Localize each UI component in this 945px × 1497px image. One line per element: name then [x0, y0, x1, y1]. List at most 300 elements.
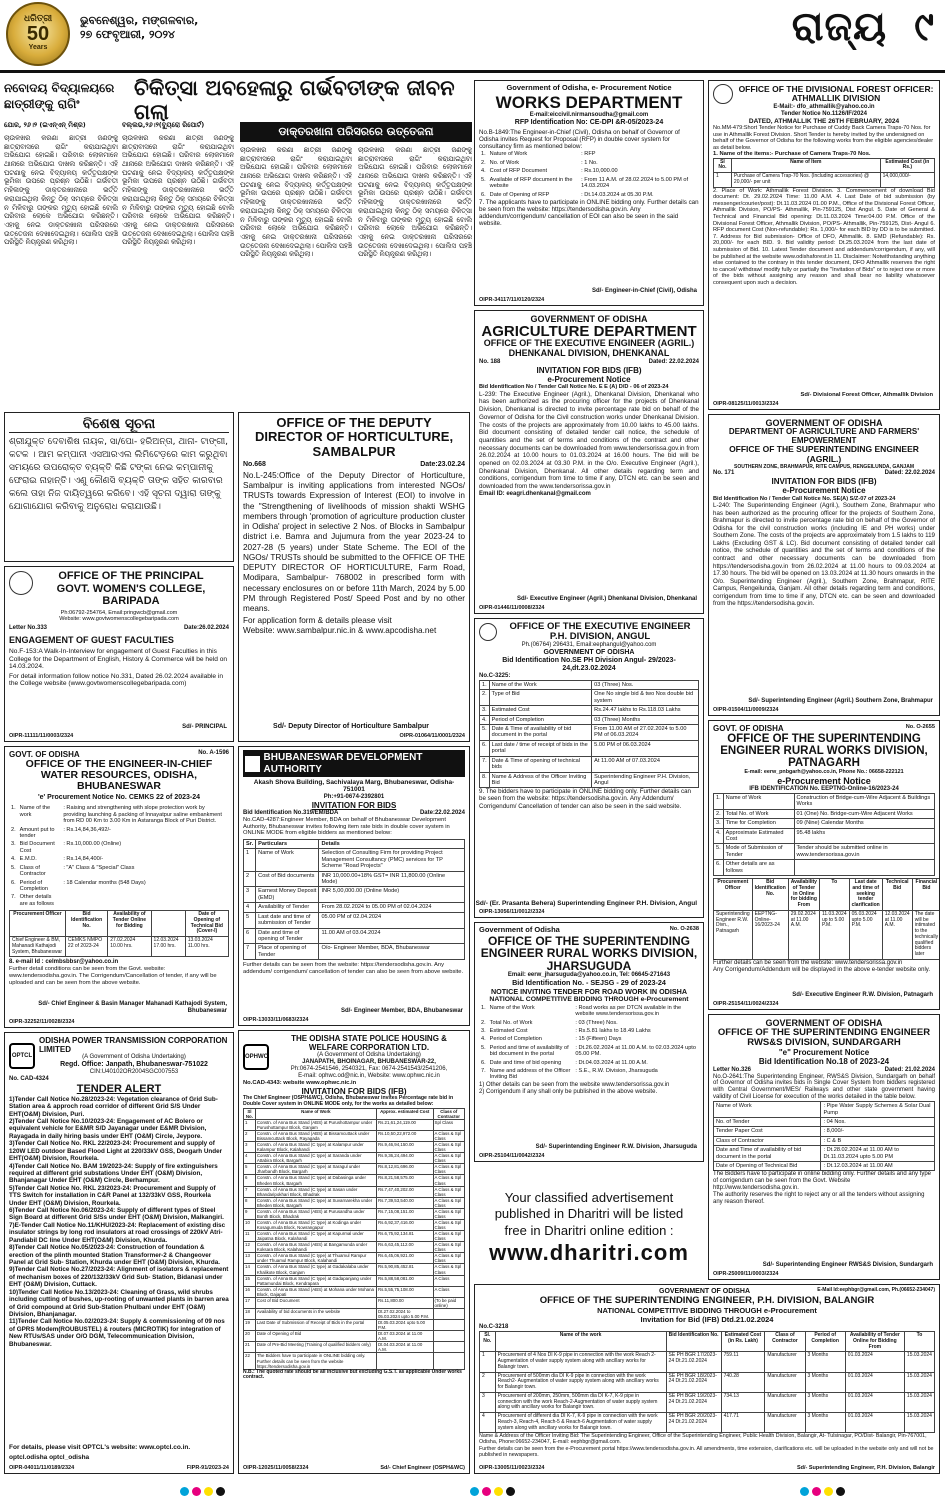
- rwss-row-cell: Class of Contractor: [714, 1136, 821, 1145]
- osphwc-row-cell: Constn. of Anna Bus Stand (C type) at Suvarnarekha under Bheden Block, Bargarh: [255, 1197, 376, 1208]
- rwp-row-cell: 6.: [714, 860, 724, 876]
- osphwc-row-cell: Rs.6,92,37,416.00: [376, 1219, 433, 1230]
- rwp-row-cell: Name of Work: [723, 793, 794, 809]
- agri-b-addr: SOUTHERN ZONE, BRAHMAPUR, RITE CAMPUS, RENGEILUNDA, GANJAM: [733, 463, 914, 470]
- rw-jharsuguda-notice: [474, 922, 704, 1162]
- bda-row: [244, 871, 465, 887]
- bal-row-cell: 734.13: [721, 1392, 765, 1412]
- osphwc-row-cell: Rs.6,75,92,134.81: [376, 1231, 433, 1242]
- wr-row-cell: : Rs.14,84,400/-: [63, 856, 104, 863]
- works-foot: 7. The applicants have to participate in ONLINE bidding only. Further details can be seen from the website: https://tendersodisha.gov.in. Any addendum/corrigendum/ cancellation of EOI can also be seen in the said website.: [479, 199, 699, 228]
- college-contact: Ph:06792-254764, Email:pringwcb@gmail.com: [60, 609, 178, 616]
- osphwc-row-cell: Rs.7,39,53,540.00: [376, 1197, 433, 1208]
- osphwc-row-cell: Constn. of Anna Bus Stand (ABS) at Bangamunda under Koksara Block, Kalahandi: [255, 1242, 376, 1253]
- works-row-cell: Cost of RFP Document: [489, 168, 548, 175]
- works-oipr: OIPR-34117/11/0120/2324: [479, 296, 545, 303]
- works-gov: Government of Odisha, e- Procurement Notice: [506, 83, 672, 92]
- osphwc-oipr: OIPR-12025/11/0058/2324: [243, 1464, 309, 1471]
- bal-row-cell: 740.28: [721, 1372, 765, 1392]
- college-date: Date:26.02.2024: [183, 624, 229, 631]
- osphwc-row-cell: The Bidders have to participate in ONLINE bidding only. Further details can be seen from the website https://tendersodisha.gov.in: [255, 1353, 376, 1369]
- rwj-row-cell: : 03 (Three) Nos.: [575, 1019, 618, 1026]
- rwp-row-cell: Mode of Submission of Tender: [723, 844, 794, 860]
- angul-row-cell: Last date / time of receipt of bids in the portal: [489, 740, 592, 756]
- rwss-row-cell: No. of Tender: [714, 1117, 821, 1126]
- wr-row-cell: Amount put to tender: [19, 826, 55, 839]
- wr-row: [9, 840, 229, 855]
- wr-row: [9, 864, 229, 879]
- angul-gov: GOVERNMENT OF ODISHA: [543, 648, 635, 656]
- wr-row-cell: 4.: [11, 856, 16, 863]
- rwp-sub-cell: Superintending Engineer R.W. Divn., Patnagarh: [714, 910, 753, 959]
- bda-row-cell: Selection of Consulting Firm for providing Project Management Consultancy (PMC) services for TP Scheme "Road Projects": [319, 849, 465, 871]
- college-detail: For detail information follow notice No.331, Dated 26.02.2024 available in the College website (www.govtwomenscollegebaripada.com): [9, 672, 224, 688]
- osphwc-intro: The Chief Engineer (OSPH&WC), Odisha, Bhubaneswar invites Percentage rate bid in Double Cover system in ONLINE MODE only, for the works as detailed below:: [243, 1094, 454, 1107]
- rwss-title: OFFICE OF THE SUPERINTENDING ENGINEER RWS&S DIVISION, SUNDARGARH: [717, 1027, 931, 1049]
- rwj-row-cell: 3.: [481, 1027, 486, 1034]
- osphwc-row-cell: Date of Pre-Bid Meeting (Training of qualified bidders only): [255, 1342, 376, 1353]
- rwj-row-cell: : S.E., R.W. Division, Jharsuguda: [575, 1068, 658, 1075]
- rwj-sub: NATIONAL COMPETITIVE BIDDING THROUGH e-Procurement: [489, 995, 689, 1003]
- college-letter-no: Letter No.333: [9, 624, 48, 631]
- bda-row-cell: 11.00 AM of 03.04.2024: [319, 928, 465, 944]
- registration-dot: [470, 1487, 479, 1496]
- wr-sub-cell: CEMKS NMPO 22 of 2023-24: [65, 937, 107, 957]
- works-row-cell: : 1 No.: [581, 159, 598, 166]
- optcl-foot: For details, please visit OPTCL's website: www.optcl.co.in.: [9, 1443, 191, 1451]
- rwj-gov: Government of Odisha: [479, 925, 560, 934]
- rwss-row-cell: : Pipe Water Supply Schemes & Solar Dual Pump: [821, 1102, 935, 1118]
- rwss-row-cell: : Dt.12.03.2024 at 11.00 AM: [821, 1162, 935, 1171]
- osphwc-row-cell: A Class & Spl Class: [433, 1130, 464, 1141]
- bda-row: [244, 928, 465, 944]
- bda-row-cell: Availability of Tender: [256, 903, 319, 912]
- osphwc-row-cell: Constn. of Anna Bus Stand (ABS) at Bissamcuttack under Bissamcuttack Block, Rayagada: [255, 1130, 376, 1141]
- bal-row-cell: Manufacturer: [765, 1352, 805, 1372]
- bal-row-cell: SE PH BGR 19/2023-24 Dt.21.02.2024: [666, 1392, 721, 1412]
- osphwc-table: [243, 1108, 465, 1370]
- angul-row-cell: 8.: [480, 772, 490, 788]
- optcl-tender-item: 6)Tender Call Notice No.06/2023-24: Supply of different types of Steel Sign Board at different Grid S/Ss under EHT (O&M) Division, Malkangiri.: [9, 1207, 224, 1222]
- forest-notice-no: Tender Notice No.1126/IF/2024: [781, 110, 867, 117]
- bal-row: [480, 1352, 935, 1372]
- wr-sign: Sd/- Chief Engineer & Basin Manager Mahanadi Kathajodi System, Bhubaneswar: [38, 1001, 227, 1015]
- osphwc-row-cell: Rs.8,12,81,696.00: [376, 1164, 433, 1175]
- bda-sign: Sd/- Engineer Member, BDA, Bhubaneswar: [340, 1008, 463, 1015]
- osphwc-notice: [238, 1030, 470, 1474]
- registration-dot: [506, 1487, 515, 1496]
- bda-row-cell: 05.00 PM of 02.04.2024: [319, 912, 465, 928]
- agri-d-gov: GOVERNMENT OF ODISHA: [530, 314, 648, 324]
- agri-d-no: No. 188: [479, 359, 501, 366]
- angul-row: [480, 724, 699, 740]
- osphwc-row-cell: A Class & Spl Class: [433, 1231, 464, 1242]
- osphwc-row-cell: Rs.8,21,58,575.00: [376, 1175, 433, 1186]
- bal-row-cell: 01.03.2024: [845, 1392, 904, 1412]
- osphwc-row-cell: 17: [244, 1297, 256, 1308]
- rwj-heading: NOTICE INVITING TENDER FOR ROAD WORK IN ODISHA: [490, 986, 688, 996]
- angul-row-cell: 5.: [480, 724, 490, 740]
- osphwc-row-cell: Dt.07.03.2024 at 11.00 A.M.: [376, 1331, 433, 1342]
- rwss-row: [714, 1127, 935, 1136]
- osphwc-row-cell: Availability of bid documents in the website: [255, 1308, 376, 1319]
- osphwc-row: [244, 1153, 465, 1164]
- agri-b-office: OFFICE OF THE SUPERINTENDING ENGINEER (AGRIL.): [729, 444, 919, 464]
- rwj-row-cell: 2.: [481, 1019, 486, 1026]
- bal-row-cell: Procurement of different dia DI K-7, K-9 pipe in connection with the work Reach-3, Reach-4, Reach-5 & Reach-6 Augmentation of water supply system along with ancillary works for Balangir town.: [495, 1413, 666, 1433]
- rwp-row-cell: Total No. of Work: [723, 809, 794, 818]
- wr-row-cell: : Raising and strengthening with slope protection work by providing launching & packing of Innayatpur saline embankment from RD 00 Km to 3.00 Km in Astaranga Block of Puri District.: [63, 805, 222, 825]
- osphwc-row-cell: Rs.7,15,08,151.00: [376, 1208, 433, 1219]
- bal-header: Bid Identification No.: [666, 1332, 721, 1352]
- bal-row-cell: 759.11: [721, 1352, 765, 1372]
- rwj-row-cell: Total No. of Work: [489, 1019, 533, 1026]
- bda-date: Date:22.02.2024: [419, 810, 465, 817]
- osphwc-row-cell: A Class & Spl Class: [433, 1208, 464, 1219]
- wr-row-cell: 2.: [11, 826, 16, 833]
- college-title1: OFFICE OF THE PRINCIPAL: [58, 570, 204, 582]
- optcl-title: ODISHA POWER TRANSMISSION CORPORATION LIMITED: [39, 1036, 228, 1055]
- bal-row-cell: 15.03.2024: [904, 1352, 934, 1372]
- registration-dot: [482, 1487, 491, 1496]
- osphwc-row-cell: Constn. of Anna Bus Stand (C type) at Saragul under Jharbandh Block, Bargarh: [255, 1164, 376, 1175]
- wr-gov: GOVT. OF ODISHA: [9, 750, 80, 759]
- forest-intro: No.MM-479:Short Tender Notice for Purchase of Cuddy Back Camera Traps-70 Nos. for use in Athmallik Forest Division. Short Tender is hereby invited by the undersigned on behalf of the Governor of Odisha for the following works from the eligible agencies/dealer as detail below.: [713, 125, 934, 151]
- rwss-sundargarh-notice: [708, 1014, 940, 1280]
- osphwc-row-cell: 8: [244, 1197, 256, 1208]
- bda-row: [244, 839, 465, 848]
- osphwc-row-cell: Rs.5,55,75,108.00: [376, 1286, 433, 1297]
- rwss-row-cell: Date of Opening of Technical Bid: [714, 1162, 821, 1171]
- wr-row-cell: E.M.D.: [19, 856, 37, 863]
- rwj-row: [479, 1004, 699, 1019]
- rwss-row-cell: : 8,000/-: [821, 1127, 935, 1136]
- angul-no: No.C-3225:: [479, 672, 511, 679]
- rwss-row-cell: Tender Paper Cost: [714, 1127, 821, 1136]
- osphwc-row: [244, 1253, 465, 1264]
- agri-d-sign: Sd/- Executive Engineer (Agril.) Dhenkanal Division, Dhenkanal: [516, 596, 697, 603]
- rwj-row-cell: 5.: [481, 1044, 486, 1051]
- bda-row-cell: 2: [244, 871, 256, 887]
- bal-foot2: Further details can be seen from the e-Procurement portal https://www.tendersodisha.gov.in. All amendments, time extension, clarifications etc. will be uploaded in the website only and will not be published in newspapers.: [479, 1445, 934, 1458]
- registration-dot: [800, 1487, 809, 1496]
- osphwc-row-cell: 14: [244, 1264, 256, 1275]
- osphwc-header: Approx. estimated Cost: [376, 1108, 433, 1119]
- rwj-row: [479, 1027, 699, 1035]
- angul-row-cell: Type of Bid: [489, 690, 592, 706]
- osphwc-row-cell: 16: [244, 1286, 256, 1297]
- osphwc-row-cell: A Class: [433, 1286, 464, 1297]
- bal-contact: E-Mail Id:eephbgr@gmail.com, Ph.(06652-234047): [817, 1287, 935, 1293]
- osphwc-row-cell: A Class & Spl Class: [433, 1253, 464, 1264]
- osphwc-row-cell: Constn. of Anna Bus Stand (C type) at Saranda under Attabira Block, Bargarh: [255, 1153, 376, 1164]
- college-website: Website: www.govtwomenscollegebaripada.com: [59, 616, 179, 623]
- angul-row-cell: Date & Time of opening of technical bids: [489, 756, 592, 772]
- works-row: [479, 191, 699, 199]
- rwp-row: [714, 809, 935, 818]
- news-story: [4, 76, 472, 408]
- college-title2: GOVT. WOMEN'S COLLEGE, BARIPADA: [56, 582, 206, 608]
- rwss-row: [714, 1146, 935, 1162]
- rwp-row-cell: 01 (One) No. Bridge-cum-Wire Adjacent Works: [794, 809, 934, 818]
- bda-body: No.CAD-4287:Engineer Member, BDA on behalf of Bhubaneswar Development Authority, Bhubaneswar invites following item rate bids in double cover system in ONLINE MODE from eligible bidders as mentioned below:: [243, 816, 450, 837]
- osphwc-row: [244, 1308, 465, 1319]
- bal-row-cell: 01.03.2024: [845, 1413, 904, 1433]
- news-body-col2: ଚାଉଳଖର କରଣା ଛାତ୍ରୀ ଜଣଙ୍କୁ ଛାତ୍ରାବାସରେ ରାଗିଂ କରାଯାଇଥିବା ଅଭିଯୋଗ ହୋଇଛି। ପରିବାର ଲୋକମାନେ ଥାନାରେ ଅଭିଯୋଗ ଦାଖଲ କରିଛନ୍ତି। ଏହି ଘଟଣାକୁ ନେଇ ବିଦ୍ୟାଳୟ କର୍ତ୍ତୃପକ୍ଷଙ୍କ ଭୂମିକା ଉପରେ ପ୍ରଶ୍ନ ଉଠିଛି। ଗର୍ଭବତୀ ମହିଳାଙ୍କୁ ଡାକ୍ତରଖାନାରେ ଭର୍ତ୍ତି କରାଯାଇଥିଲା କିନ୍ତୁ ଠିକ୍ ସମୟରେ ଚିକିତ୍ସା ନ ମିଳିବାରୁ ତାଙ୍କର ମୃତ୍ୟୁ ହୋଇଛି ବୋଲି ପରିବାର ଲୋକେ ଅଭିଯୋଗ କରିଛନ୍ତି। ଏହାକୁ ନେଇ ଡାକ୍ତରଖାନା ପରିସରରେ ଉତ୍ତେଜନା ଦେଖାଦେଇଥିଲା। ପୋଲିସ ପହଞ୍ଚି ପରିସ୍ଥିତି ନିୟନ୍ତ୍ରଣ କରିଥିଲା।: [122, 134, 234, 247]
- wr-row-cell: Other details are as follows: [19, 894, 54, 907]
- optcl-tender-item: 8)Tender Call Notice No.05/2023-24: Construction of foundation & erection of the plinth mounted Station Transformer-2 & Changeover Panel at Grid Sub- Station, Khurda under EHT (O&M) Division, Khurda.: [9, 1244, 220, 1267]
- rwp-foot1: Further details can be seen from the website: www.tendersorissa.gov.in: [713, 959, 903, 966]
- rwp-sub-cell: EEPTNG- Online- 16/2023-24: [752, 910, 788, 959]
- bda-title: BHUBANESWAR DEVELOPMENT AUTHORITY: [263, 752, 423, 775]
- osphwc-row-cell: Date of Opening of Bid: [255, 1331, 376, 1342]
- registration-dot: [824, 1487, 833, 1496]
- bda-row-cell: Sr.: [244, 839, 256, 848]
- bda-row-cell: O/o- Engineer Member, BDA, Bhubaneswar: [319, 944, 465, 960]
- bda-row-cell: Name of Work: [256, 849, 319, 871]
- wr-row-cell: 3.: [11, 841, 16, 848]
- optcl-addr: Regd. Office: Janpath, Bhubaneswar-751022: [60, 1061, 208, 1069]
- osphwc-row-cell: Rs.9,46,94,150.00: [376, 1142, 433, 1153]
- section-title: ରାଜ୍ୟ ୯: [791, 4, 935, 50]
- angul-row-cell: 7.: [480, 756, 490, 772]
- bal-header: Availability of Tender Online for Bidding From: [845, 1332, 904, 1352]
- forest-sign: Sd/- Divisional Forest Officer, Athmallik Division: [800, 392, 933, 399]
- osphwc-row-cell: Constn. of Anna Bus Stand (ABS) at Mohana under Mohana Block, Gajapati: [255, 1286, 376, 1297]
- bal-ifb: Invitation for Bid (IFB) Dtd.21.02.2024: [640, 1314, 774, 1324]
- rwp-row-cell: Time for Completion: [723, 819, 794, 828]
- agri-b-no: No. 171: [713, 470, 735, 477]
- bal-row-cell: 2: [480, 1372, 496, 1392]
- osphwc-row-cell: 6: [244, 1175, 256, 1186]
- angul-oipr: OIPR-13056/11/0012/2324: [479, 908, 545, 915]
- osphwc-row: [244, 1175, 465, 1186]
- rwp-gov: GOVT. OF ODISHA: [713, 724, 784, 733]
- wr-sub-cell: 12.03.2024 17.00 hrs.: [151, 937, 185, 957]
- agri-b-dept: DEPARTMENT OF AGRICULTURE AND FARMERS' EMPOWERMENT: [728, 427, 920, 445]
- rwj-row-cell: : Dt.26.02.2024 at 11.00 A.M. to 02.03.2024 upto 05.00 PM.: [575, 1044, 696, 1058]
- agri-brahmapur-notice: [708, 414, 940, 716]
- rwp-sub-header: Bid Identification No.: [752, 879, 788, 911]
- rwj-row: [479, 1044, 699, 1059]
- bal-header: Estimated Cost (in Rs. Lakh): [721, 1332, 765, 1352]
- agri-b-date: Dated: 22.02.2024: [884, 470, 935, 477]
- bal-row-cell: SE PH BGR 17/2023-24 Dt.21.02.2024: [666, 1352, 721, 1372]
- optcl-tender-item: 9)Tender Call Notice No.27/2023-24: Alignment of isolators & replacement of mechanism boxes of 220/132/33kV Grid Sub- Station, Bidanasi under EHT (O&M) Division, Cuttack.: [9, 1266, 229, 1289]
- osphwc-row: [244, 1286, 465, 1297]
- angul-row-cell: From 11.00 AM of 27.02.2024 to 5.00 PM of 06.03.2024: [592, 724, 699, 740]
- rwss-row: [714, 1162, 935, 1171]
- hort-body: No.L-245:Office of the Deputy Director of Horticulture, Sambalpur is inviting applications from interested NGOs/ TRUSTs towards Expression of Interest (EOI) to involve in the "Strengthening of livelihoods of mission shakti WSHG members through 'promotion of agriculture production cluster in Odisha' project in selective 2 Nos. of Blocks in Sambalpur district i.e. Bamra and Jujumura from the year 2023-24 to 2027-28 (5 years) under State Scheme. The EOI of the NGOs/ TRUSTs should be submitted to the OFFICE OF THE DEPUTY DIRECTOR OF HORTICULTURE, Farm Road, Modipara, Sambalpur- 768002 in prescribed form with necessary enclosures on or before 11th March, 2024 by 5.00 PM through Registered Post/ Speed Post and by no other means.: [243, 470, 465, 614]
- forest-dated: DATED, ATHMALLIK THE 26TH FEBRUARY, 2024: [748, 117, 900, 125]
- bal-gov: GOVERNMENT OF ODISHA: [659, 1288, 751, 1295]
- agri-d-office: OFFICE OF THE EXECUTIVE ENGINEER (AGRIL.) DHENKANAL DIVISION, DHENKANAL: [483, 338, 695, 359]
- agri-b-body: L-240: The Superintending Engineer (Agril.), Southern Zone, Brahmapur who has been authorized as the procuring officer for the projects of Southern Zone, Brahmapur is directed to invite percentage rate bid on behalf of the Governor of Odisha for the civil construction works (including IE and PH works) under Southern Zone. The costs of the projects are approximately from 1.5 lakhs to 119 Lakhs (Excluding GST & LC). Bid document consisting of detailed tender call notice, the schedule of quantities and the set of terms and conditions of the contract and other necessary documents can be downloaded from https://tendersodisha.gov.in from 26.02.2024 at 11.00 hours to 09.03.2024 at 17.30 hours. The bid will be opened on 13.03.2024 at 11.30 hours onwards in the O/o. Superintending Engineer (Agril.), Southern Zone, Brahmapur, RITE Campus, Rengeilunda, Ganjam. All other details regarding term and conditions, corrigendum from time to time if any, DTCN etc. can be seen and downloaded from the https://tendersodisha.gov.in.: [713, 502, 935, 608]
- bal-row-cell: Procurement of 500mm dia DI K-9 pipe in connection with the work Reach2- Augmentation of water supply system along with ancillary works for Balangir town.: [495, 1372, 666, 1392]
- dharitri-online-promo: [474, 1166, 704, 1278]
- rwss-row-cell: : C & B: [821, 1136, 935, 1145]
- angul-row-cell: 5.00 PM of 06.03.2024: [592, 740, 699, 756]
- horticulture-notice: [238, 412, 470, 742]
- bal-table: [479, 1331, 935, 1433]
- rwp-sub-header: Last date and time of seeking tender clarification: [849, 879, 882, 911]
- rwp-row-cell: Tender should be submitted online in www.tendersorissa.gov.in: [794, 844, 934, 860]
- osphwc-row-cell: 18: [244, 1308, 256, 1319]
- water-resources-notice: [4, 746, 234, 1028]
- rwp-row-cell: 09 (Nine) Calendar Months: [794, 819, 934, 828]
- rwj-row-cell: Period and time of availability of bid document in the portal: [489, 1044, 569, 1058]
- rwp-row-cell: [794, 860, 934, 876]
- rwp-sub-header: Financial Bid: [912, 879, 940, 911]
- agri-d-dept: AGRICULTURE DEPARTMENT: [481, 323, 697, 341]
- angul-row-cell: Superintending Engineer P.H. Division, Angul: [592, 772, 699, 788]
- college-oipr: OIPR-11111/11/0003/2324: [9, 732, 74, 739]
- bda-row: [244, 912, 465, 928]
- bda-row: [244, 887, 465, 903]
- wr-row: [9, 804, 229, 825]
- works-rfp: RFP Identification No: CE-DPI &R-05/2023-24: [514, 119, 664, 127]
- wr-sub-cell: 13.03.2024 11.00 hrs.: [185, 937, 228, 957]
- news-body-col1: ଚାଉଳଖର କରଣା ଛାତ୍ରୀ ଜଣଙ୍କୁ ଛାତ୍ରାବାସରେ ରାଗିଂ କରାଯାଇଥିବା ଅଭିଯୋଗ ହୋଇଛି। ପରିବାର ଲୋକମାନେ ଥାନାରେ ଅଭିଯୋଗ ଦାଖଲ କରିଛନ୍ତି। ଏହି ଘଟଣାକୁ ନେଇ ବିଦ୍ୟାଳୟ କର୍ତ୍ତୃପକ୍ଷଙ୍କ ଭୂମିକା ଉପରେ ପ୍ରଶ୍ନ ଉଠିଛି। ଗର୍ଭବତୀ ମହିଳାଙ୍କୁ ଡାକ୍ତରଖାନାରେ ଭର୍ତ୍ତି କରାଯାଇଥିଲା କିନ୍ତୁ ଠିକ୍ ସମୟରେ ଚିକିତ୍ସା ନ ମିଳିବାରୁ ତାଙ୍କର ମୃତ୍ୟୁ ହୋଇଛି ବୋଲି ପରିବାର ଲୋକେ ଅଭିଯୋଗ କରିଛନ୍ତି। ଏହାକୁ ନେଇ ଡାକ୍ତରଖାନା ପରିସରରେ ଉତ୍ତେଜନା ଦେଖାଦେଇଥିଲା। ପୋଲିସ ପହଞ୍ଚି ପରିସ୍ଥିତି ନିୟନ୍ତ୍ରଣ କରିଥିଲା।: [4, 134, 118, 247]
- angul-row-cell: 03 (Three) Nos.: [592, 680, 699, 689]
- registration-dot: [812, 1487, 821, 1496]
- osphwc-row-cell: [433, 1342, 464, 1353]
- osphwc-row-cell: A Class & Spl Class: [433, 1142, 464, 1153]
- osphwc-row: [244, 1264, 465, 1275]
- angul-row-cell: Name & Address of the Officer Inviting Bid: [489, 772, 592, 788]
- osphwc-row-cell: Dt.04.03.2024 at 11.00 A.M.: [376, 1342, 433, 1353]
- osphwc-row-cell: 11: [244, 1231, 256, 1242]
- bal-row: [480, 1372, 935, 1392]
- works-email: E-mail:eiccivil.nirmansoudha@gmail.com: [529, 112, 649, 119]
- rwss-eproc: "e" Procurement Notice: [778, 1048, 870, 1058]
- osphwc-row-cell: 1: [244, 1119, 256, 1130]
- angul-row-cell: 03 (Three) Months: [592, 715, 699, 724]
- osphwc-row: [244, 1208, 465, 1219]
- optcl-tender-item: 1)Tender Call Notice No.28/2023-24: Vegetation clearance of Grid Sub-Station area & approch road corridor of different Grid S/S Under EHT(O&M) Division, Puri.: [9, 1095, 218, 1118]
- rwp-sub-cell: 29.02.2024 at 11.00 A.M.: [788, 910, 819, 959]
- works-row: [479, 150, 699, 158]
- angul-row: [480, 772, 699, 788]
- news-headline: ଚିକିତ୍ସା ଅବହେଳାରୁ ଗର୍ଭବତୀଙ୍କ ଜୀବନ ଗଲା: [134, 76, 455, 125]
- angul-row-cell: 2.: [480, 690, 490, 706]
- optcl-tender-item: 4)Tender Call Notice No. BAM 19/2023-24: Supply of fire extinguishers required at different grid substations Under EHT (O&M) Division, Bhanjanagar Under EHT (O&M) Circle, Berhampur.: [9, 1162, 218, 1185]
- promo-line2: published in Dharitri will be listed: [494, 1206, 684, 1222]
- osphwc-title: THE ODISHA STATE POLICE HOUSING & WELFARE CORPORATION LTD.: [291, 1034, 447, 1053]
- bal-foot: Name & Address of the Officer Inviting Bid: The Superintending Engineer, Office of the Superintending Engineer, Public Health Division, Balangir, At- Tulsinagar, PO/Dist- Balangir, Pin-767001, Odisha, Phone:06652-234047, E-mail: eephbgr@gmail.com.: [479, 1433, 927, 1446]
- angul-table: [479, 680, 699, 788]
- angul-row-cell: Estimated Cost: [489, 706, 592, 715]
- rwss-letter: Letter No.326: [713, 1066, 752, 1073]
- angul-ph-notice: [474, 618, 704, 918]
- angul-bid-id: Bid Identification No.SE PH Division Angul- 29/2023-24,dt.23.02.2024: [502, 656, 676, 672]
- works-row-cell: : From 11 A.M. of 28.02.2024 to 5.00 PM of 14.03.2024: [581, 176, 689, 190]
- works-row: [479, 176, 699, 191]
- osphwc-row: [244, 1331, 465, 1342]
- angul-row-cell: Date & Time of availability of bid document in the portal: [489, 724, 592, 740]
- works-title: WORKS DEPARTMENT: [495, 92, 683, 112]
- osphwc-row-cell: A Class & Spl Class: [433, 1219, 464, 1230]
- angul-row: [480, 706, 699, 715]
- works-row-cell: Date of Opening of RFP: [489, 191, 550, 198]
- hort-no: No.668: [243, 460, 266, 468]
- works-row-cell: Available of RFP document in the website: [489, 176, 573, 190]
- rwj-row-cell: Name of the Work: [489, 1004, 535, 1011]
- rwj-row-cell: : Rs.5.81 lakhs to 18.49 Lakhs: [575, 1027, 651, 1034]
- special-notice: [4, 412, 234, 562]
- rwj-row-cell: Name and address of the Officer Inviting Bid: [489, 1068, 571, 1081]
- promo-url[interactable]: www.dharitri.com: [489, 1239, 689, 1265]
- osphwc-row-cell: 22: [244, 1353, 256, 1369]
- optcl-notice: [4, 1032, 234, 1474]
- hort-sign: Sd/- Deputy Director of Horticulture Sambalpur: [273, 722, 429, 730]
- rwp-row-cell: 95.48 lakhs: [794, 828, 934, 844]
- hort-website: Website: www.sambalpur.nic.in & www.apcodisha.net: [243, 625, 437, 635]
- optcl-oipr-b: FIPR-91/2023-24: [186, 1464, 229, 1471]
- wr-row-cell: Name of the work: [19, 805, 51, 818]
- bal-title: OFFICE OF THE SUPERINTENDING ENGINEER, P.H. DIVISION, BALANGIR: [539, 1295, 875, 1307]
- osphwc-row-cell: Rs.10,50,22,972.00: [376, 1130, 433, 1141]
- osphwc-ifb: INVITATION FOR BIDS (IFB): [301, 1086, 407, 1096]
- forest-table: [713, 158, 935, 188]
- promo-line3: free in Dharitri online edition :: [504, 1222, 674, 1238]
- rwp-row: [714, 793, 935, 809]
- bal-sub: NATIONAL COMPETITIVE BIDDING THROUGH e-Procurement: [597, 1305, 817, 1315]
- angul-row-cell: Name of the Work: [489, 680, 592, 689]
- osphwc-row-cell: Rs.5,88,58,081.00: [376, 1275, 433, 1286]
- bal-header: Sl. No.: [480, 1332, 496, 1352]
- bal-row-cell: SE PH BGR 18/2023-24 Dt.21.02.2024: [666, 1372, 721, 1392]
- angul-row: [480, 740, 699, 756]
- registration-dot: [180, 1487, 189, 1496]
- osphwc-row-cell: [433, 1308, 464, 1319]
- osphwc-row-cell: 20: [244, 1331, 256, 1342]
- osphwc-sub: (A Government of Odisha Undertaking): [317, 1052, 421, 1059]
- rwp-title: OFFICE OF THE SUPERINTENDING ENGINEER RURAL WORKS DIVISION, PATNAGARH: [720, 733, 928, 770]
- bda-row-cell: From 28.02.2024 to 05.00 PM of 02.04.2024: [319, 903, 465, 912]
- osphwc-row-cell: Rs.5,90,85,452.81: [376, 1264, 433, 1275]
- wr-row-cell: 7.: [11, 894, 16, 901]
- optcl-no: No. CAD-4324: [9, 1076, 49, 1083]
- rwp-row-cell: 4.: [714, 828, 724, 844]
- osphwc-row-cell: [433, 1320, 464, 1331]
- osphwc-header: Class of Contractor: [433, 1108, 464, 1119]
- wr-details-table: [9, 804, 229, 908]
- wr-row-cell: : Rs.14,84,36,492/-: [63, 826, 111, 833]
- college-body: No.F-153:A Walk-In-Interview for engagement of Guest Faculties in this College for the Department of English, History & Commerce will be held on 14.03.2024.: [9, 648, 228, 671]
- works-row-cell: 6.: [481, 191, 486, 198]
- wr-row-cell: [61, 893, 229, 908]
- osphwc-header: Sl No.: [244, 1108, 256, 1119]
- osphwc-row-cell: Constn. of Anna Bus Stand (ABS) at Purushottampur under Purushottampur Block, Ganjam: [255, 1119, 376, 1130]
- bal-row-cell: 3 Months: [805, 1372, 845, 1392]
- bda-row-cell: 5: [244, 912, 256, 928]
- wr-no: No. A-1596: [198, 750, 229, 756]
- optcl-items: [9, 1096, 229, 1348]
- works-row-cell: 1.: [481, 151, 486, 158]
- hort-date: Date:23.02.24: [420, 460, 465, 468]
- news-body-col3: ଚାଉଳଖର କରଣା ଛାତ୍ରୀ ଜଣଙ୍କୁ ଛାତ୍ରାବାସରେ ରାଗିଂ କରାଯାଇଥିବା ଅଭିଯୋଗ ହୋଇଛି। ପରିବାର ଲୋକମାନେ ଥାନାରେ ଅଭିଯୋଗ ଦାଖଲ କରିଛନ୍ତି। ଏହି ଘଟଣାକୁ ନେଇ ବିଦ୍ୟାଳୟ କର୍ତ୍ତୃପକ୍ଷଙ୍କ ଭୂମିକା ଉପରେ ପ୍ରଶ୍ନ ଉଠିଛି। ଗର୍ଭବତୀ ମହିଳାଙ୍କୁ ଡାକ୍ତରଖାନାରେ ଭର୍ତ୍ତି କରାଯାଇଥିଲା କିନ୍ତୁ ଠିକ୍ ସମୟରେ ଚିକିତ୍ସା ନ ମିଳିବାରୁ ତାଙ୍କର ମୃତ୍ୟୁ ହୋଇଛି ବୋଲି ପରିବାର ଲୋକେ ଅଭିଯୋଗ କରିଛନ୍ତି। ଏହାକୁ ନେଇ ଡାକ୍ତରଖାନା ପରିସରରେ ଉତ୍ତେଜନା ଦେଖାଦେଇଥିଲା। ପୋଲିସ ପହଞ୍ଚି ପରିସ୍ଥିତି ନିୟନ୍ତ୍ରଣ କରିଥିଲା।: [240, 146, 352, 259]
- wr-row: [9, 879, 229, 894]
- osphwc-row: [244, 1275, 465, 1286]
- optcl-tender-item: 10)Tender Call Notice No.13/2023-24: Cleaning of Grass, wild shrubs including cutting of bushes, up-rooting of unwanted plants in barren area of Grid compound at Grid Sub-Station Phulbani under EHT (O&M) Division, Bhanjanagar.: [9, 1288, 229, 1318]
- osphwc-row-cell: A Class & Spl Class: [433, 1164, 464, 1175]
- hort-web-line: For application form & details please visit: [243, 616, 392, 626]
- optcl-sub: (A Government of Odisha Undertaking): [82, 1054, 186, 1061]
- bal-row-cell: 3 Months: [805, 1352, 845, 1372]
- rwss-row-cell: : Dt.28.02.2024 at 11.00 AM to Dt.11.03.2024 upto 5.00 PM: [821, 1146, 935, 1162]
- forest-notice: [708, 80, 940, 410]
